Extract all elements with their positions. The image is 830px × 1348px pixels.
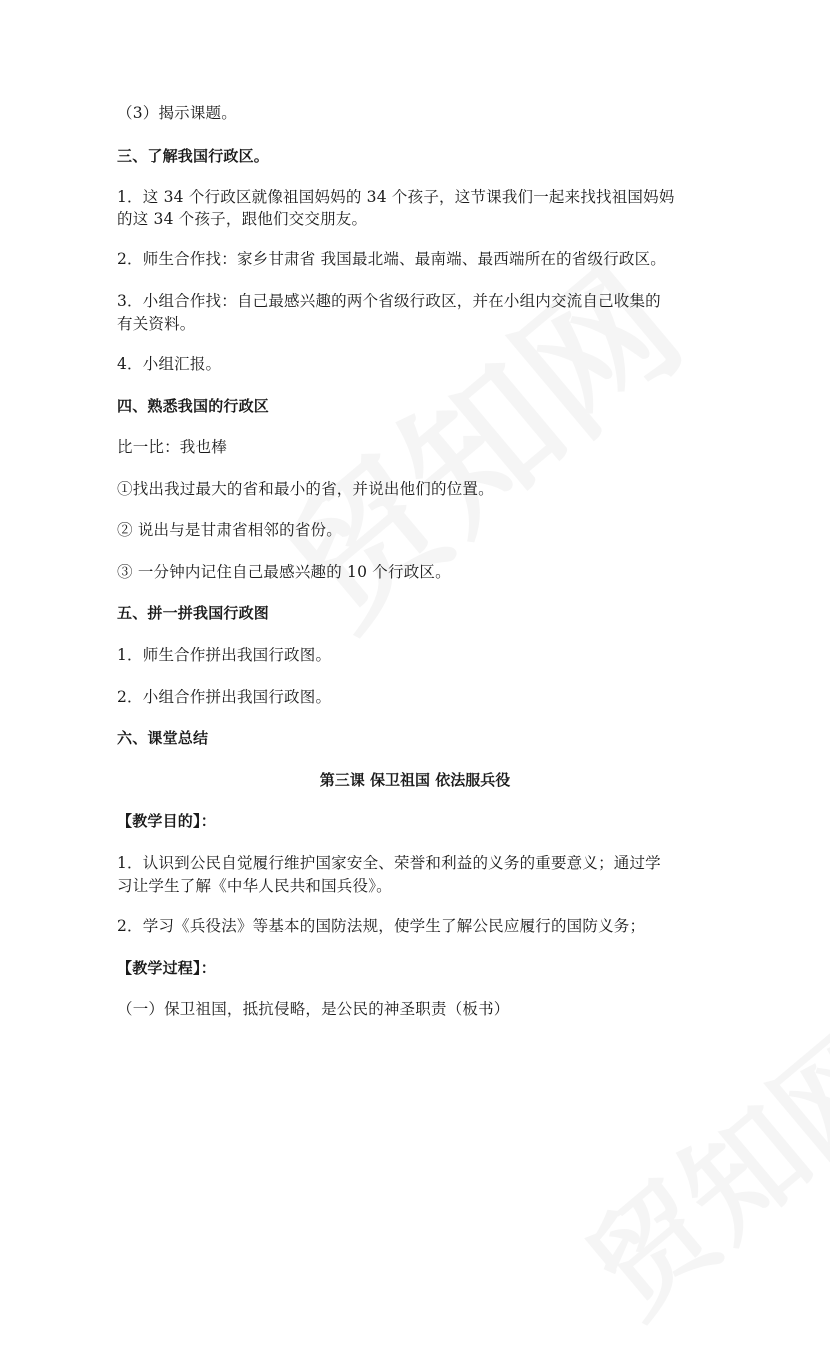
text-line: 3．小组合作找：自己最感兴趣的两个省级行政区，并在小组内交流自己收集的	[117, 292, 661, 310]
text-line: 1．师生合作拼出我国行政图。	[117, 646, 332, 664]
text-line: 比一比：我也棒	[117, 438, 227, 456]
text-line: 习让学生了解《中华人民共和国兵役》。	[117, 877, 392, 895]
text-line: 4．小组汇报。	[117, 355, 222, 373]
lesson-title: 第三课 保卫祖国 依法服兵役	[319, 771, 511, 789]
text-line: 1．认识到公民自觉履行维护国家安全、荣誉和利益的义务的重要意义；通过学	[117, 854, 661, 872]
text-line: （一）保卫祖国，抵抗侵略，是公民的神圣职责（板书）	[117, 1000, 510, 1018]
text-line: 的这 34 个孩子，跟他们交交朋友。	[117, 210, 368, 228]
text-line: 有关资料。	[117, 315, 196, 333]
list-item: ①找出我过最大的省和最小的省，并说出他们的位置。	[117, 480, 494, 498]
text-line: 2．师生合作找：家乡甘肃省 我国最北端、最南端、最西端所在的省级行政区。	[117, 250, 666, 268]
section-heading-5: 五、拼一拼我国行政图	[117, 604, 270, 622]
text-line: 2．学习《兵役法》等基本的国防法规，使学生了解公民应履行的国防义务；	[117, 917, 646, 935]
goal-heading: 【教学目的】：	[117, 812, 216, 830]
section-heading-6: 六、课堂总结	[117, 729, 209, 747]
process-heading: 【教学过程】：	[117, 959, 216, 977]
watermark-bottom	[547, 984, 830, 1347]
text-line: 2．小组合作拼出我国行政图。	[117, 688, 332, 706]
list-item: ② 说出与是甘肃省相邻的省份。	[117, 521, 342, 539]
text-line: （3）揭示课题。	[117, 104, 237, 122]
text-line: 1．这 34 个行政区就像祖国妈妈的 34 个孩子，这节课我们一起来找找祖国妈妈	[117, 188, 675, 206]
section-heading-4: 四、熟悉我国的行政区	[117, 397, 270, 415]
section-heading-3: 三、了解我国行政区。	[117, 147, 270, 165]
list-item: ③ 一分钟内记住自己最感兴趣的 10 个行政区。	[117, 563, 451, 581]
